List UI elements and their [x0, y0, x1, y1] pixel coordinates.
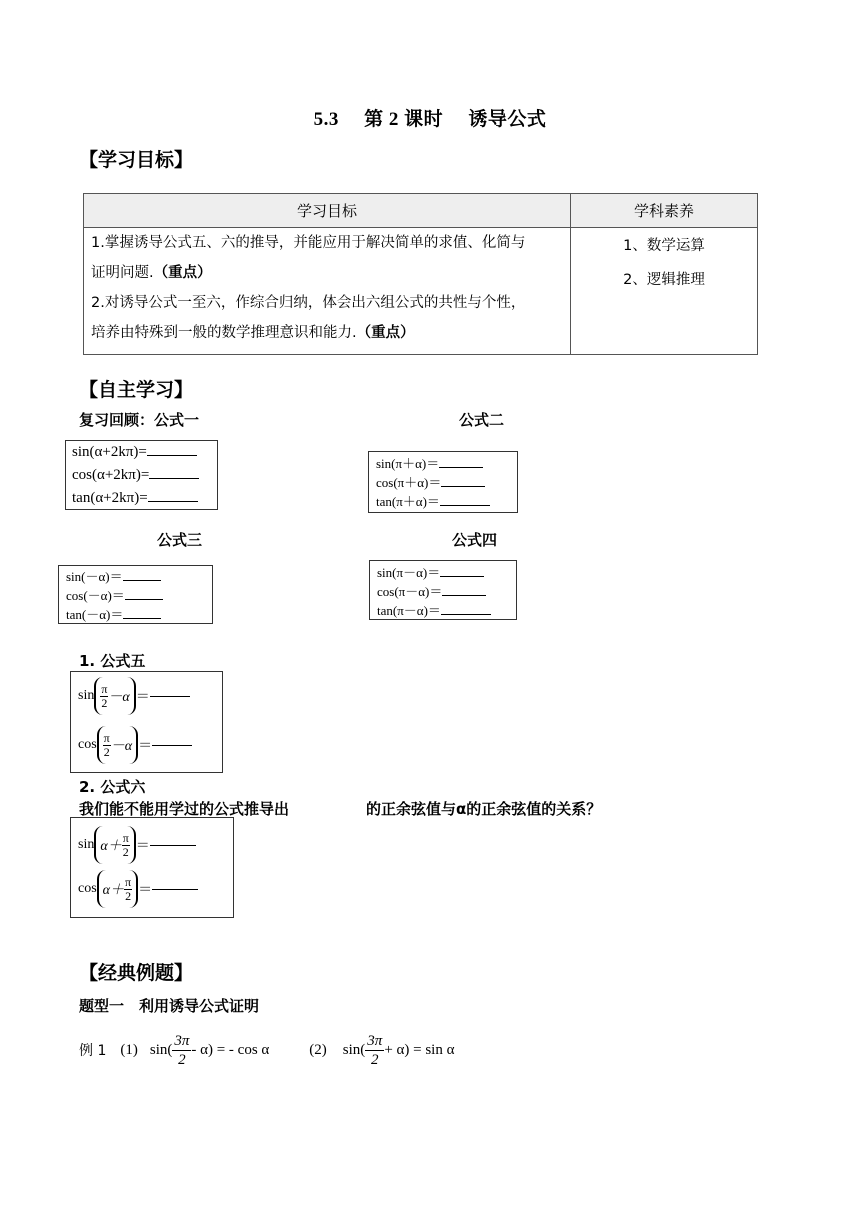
title-section: 5.3	[313, 109, 339, 130]
answer-blank[interactable]	[441, 614, 491, 615]
example1-part2-rest: + α) = sin α	[384, 1041, 455, 1058]
two-denominator: 2	[371, 1051, 379, 1068]
formula3-sin: sin(－α)＝	[66, 569, 123, 584]
pi-numerator: π	[122, 830, 129, 845]
answer-blank[interactable]	[440, 576, 484, 577]
example1-part1-label: (1)	[120, 1041, 138, 1058]
formula2-cos: cos(π＋α)＝	[376, 475, 442, 490]
two-denominator: 2	[178, 1051, 186, 1068]
formula6-question-b: 的正余弦值与α的正余弦值的关系？	[366, 800, 602, 818]
example1-label: 例 1	[79, 1043, 107, 1059]
equals-sign: ＝	[138, 739, 153, 754]
answer-blank[interactable]	[442, 595, 486, 596]
answer-blank[interactable]	[152, 745, 192, 746]
answer-blank[interactable]	[439, 467, 483, 468]
answer-blank[interactable]	[148, 501, 198, 502]
review-formula2-label: 公式二	[459, 411, 505, 429]
example1-part2-fraction	[365, 1032, 384, 1069]
goal-2: 2.对诱导公式一至六，作综合归纳，体会出六组公式的共性与个性，	[91, 295, 526, 311]
formula4-sin: sin(π－α)＝	[377, 565, 441, 580]
objectives-table	[83, 193, 758, 355]
formula5-label: 1. 公式五	[79, 652, 146, 670]
pi-numerator: π	[103, 730, 110, 745]
two-denominator: 2	[122, 844, 129, 859]
formula3-box	[58, 565, 213, 624]
examples-heading: 【经典例题】	[79, 962, 194, 984]
formula5-sin-row	[78, 677, 190, 715]
formula3-tan: tan(－α)＝	[66, 607, 124, 622]
objectives-heading: 【学习目标】	[79, 149, 194, 171]
literacy-2: 2、逻辑推理	[623, 272, 705, 288]
answer-blank[interactable]	[150, 845, 196, 846]
goal-1-cont: 证明问题.	[91, 265, 154, 281]
answer-blank[interactable]	[149, 478, 199, 479]
formula2-tan: tan(π＋α)＝	[376, 494, 440, 509]
goal-1: 1.掌握诱导公式五、六的推导，并能应用于解决简单的求值、化简与	[91, 235, 526, 251]
formula5-cos-row	[78, 726, 192, 764]
three-pi-numerator: 3π	[174, 1032, 190, 1049]
formula1-tan: tan(α+2kπ)=	[72, 490, 148, 506]
formula6-sin-func: sin	[78, 837, 95, 852]
two-denominator: 2	[125, 888, 132, 903]
formula6-sin-row	[78, 826, 196, 864]
formula2-box	[368, 451, 518, 513]
minus-alpha: －α	[110, 739, 133, 754]
goal-2-cont: 培养由特殊到一般的数学推理意识和能力.	[91, 325, 357, 341]
goal-1-key: （重点）	[153, 265, 212, 281]
two-denominator: 2	[103, 744, 110, 759]
page-title	[0, 104, 860, 131]
pi-numerator: π	[125, 874, 132, 889]
goals-cell	[84, 228, 571, 355]
example1-part1-rest: - α) = - cos α	[191, 1041, 270, 1058]
equals-sign: ＝	[135, 839, 150, 854]
minus-alpha: －α	[108, 690, 130, 705]
example1-part1-fraction	[172, 1032, 191, 1069]
formula4-cos: cos(π－α)＝	[377, 584, 443, 599]
formula5-cos-func: cos	[78, 737, 97, 752]
answer-blank[interactable]	[440, 505, 490, 506]
answer-blank[interactable]	[152, 889, 198, 890]
formula4-box	[369, 560, 517, 620]
review-formula3-label: 公式三	[157, 531, 203, 549]
self-study-heading: 【自主学习】	[79, 379, 194, 401]
formula1-sin: sin(α+2kπ)=	[72, 444, 147, 460]
formula1-cos: cos(α+2kπ)=	[72, 467, 150, 483]
example1	[79, 1030, 454, 1070]
title-topic: 诱导公式	[468, 109, 547, 130]
example1-part2-sin: sin(	[342, 1041, 366, 1058]
formula2-sin: sin(π＋α)＝	[376, 456, 440, 471]
formula4-tan: tan(π－α)＝	[377, 603, 441, 618]
literacy-1: 1、数学运算	[623, 238, 705, 254]
answer-blank[interactable]	[123, 580, 161, 581]
literacy-cell	[571, 228, 758, 355]
type1-heading: 题型一 利用诱导公式证明	[79, 997, 260, 1015]
example1-part2-label: (2)	[309, 1041, 327, 1058]
formula5-sin-func: sin	[78, 688, 95, 703]
formula1-box	[65, 440, 218, 510]
review-formula4-label: 公式四	[452, 531, 498, 549]
formula6-sin-paren	[94, 826, 135, 864]
two-denominator: 2	[101, 695, 108, 710]
formula5-box	[70, 671, 223, 773]
formula6-question-a: 我们能不能用学过的公式推导出	[79, 800, 290, 818]
formula6-cos-paren	[97, 870, 138, 908]
answer-blank[interactable]	[441, 486, 485, 487]
title-lesson: 第 2 课时	[364, 109, 444, 130]
pi-numerator: π	[101, 681, 108, 696]
col-header-goals: 学习目标	[84, 194, 571, 228]
formula3-cos: cos(－α)＝	[66, 588, 125, 603]
formula6-cos-func: cos	[78, 881, 97, 896]
answer-blank[interactable]	[147, 455, 197, 456]
formula6-label: 2. 公式六	[79, 778, 146, 796]
formula6-cos-row	[78, 870, 198, 908]
answer-blank[interactable]	[125, 599, 163, 600]
equals-sign: ＝	[138, 883, 153, 898]
alpha-plus: α＋	[100, 839, 122, 854]
formula5-sin-paren	[94, 677, 135, 715]
three-pi-numerator: 3π	[367, 1032, 383, 1049]
formula6-box	[70, 817, 234, 918]
alpha-plus: α＋	[102, 883, 125, 898]
formula5-cos-paren	[97, 726, 138, 764]
review-formula1-label: 复习回顾：公式一	[79, 411, 200, 429]
example1-part1-sin: sin(	[149, 1041, 173, 1058]
answer-blank[interactable]	[123, 618, 161, 619]
goal-2-key: （重点）	[356, 325, 415, 341]
equals-sign: ＝	[135, 690, 150, 705]
col-header-literacy: 学科素养	[571, 194, 758, 228]
answer-blank[interactable]	[150, 696, 190, 697]
